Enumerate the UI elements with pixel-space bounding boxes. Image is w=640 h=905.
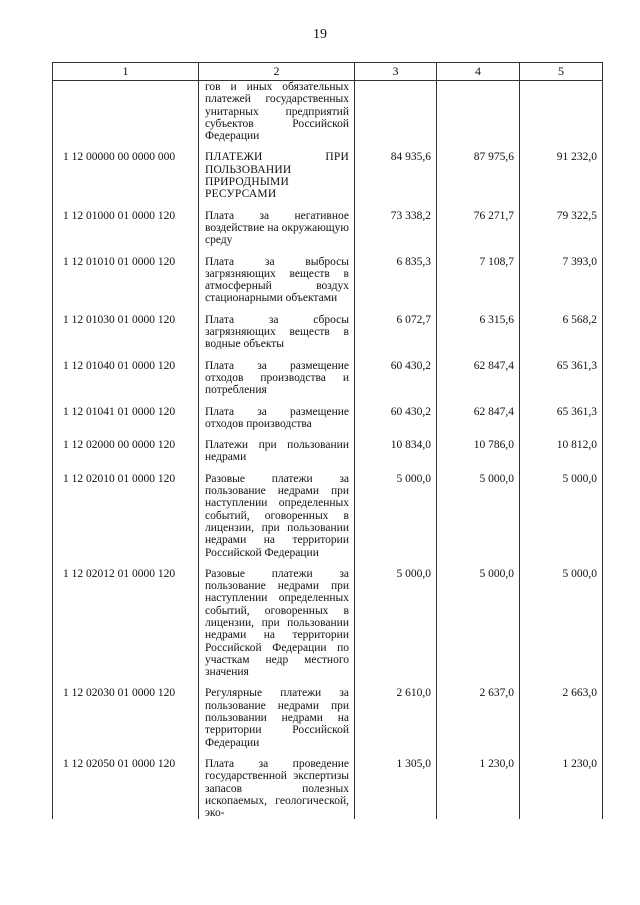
row-value-2021: 5 000,0 xyxy=(437,473,520,568)
row-value-2021: 87 975,6 xyxy=(437,151,520,209)
row-name: Плата за сбросы загрязняющих веществ в водные объекты xyxy=(199,314,355,360)
table-row xyxy=(53,406,603,440)
row-value-2022: 91 232,0 xyxy=(520,151,603,209)
row-name: ПЛАТЕЖИ ПРИ ПОЛЬЗОВАНИИ ПРИРОДНЫМИ РЕСУРСАМИ xyxy=(199,151,355,209)
row-value-2022: 6 568,2 xyxy=(520,314,603,360)
row-name: Плата за выбросы загрязняющих веществ в атмосферный воздух стационарными объектами xyxy=(199,256,355,314)
table-row xyxy=(53,439,603,473)
continuation-row xyxy=(53,81,603,152)
row-value-2021: 7 108,7 xyxy=(437,256,520,314)
row-code: 1 12 01041 01 0000 120 xyxy=(53,406,199,440)
row-name: Платежи при пользовании недрами xyxy=(199,439,355,473)
row-code: 1 12 00000 00 0000 000 xyxy=(53,151,199,209)
row-value-2022: 79 322,5 xyxy=(520,210,603,256)
row-code: 1 12 02030 01 0000 120 xyxy=(53,687,199,757)
row-code: 1 12 02050 01 0000 120 xyxy=(53,758,199,819)
table-row xyxy=(53,687,603,757)
header-col-4: 4 xyxy=(437,63,520,81)
table-row xyxy=(53,360,603,406)
table-row xyxy=(53,151,603,209)
continuation-text: гов и иных обязательных платежей государственных унитарных предприятий субъектов Российской Федерации xyxy=(199,81,355,152)
row-value-2021: 76 271,7 xyxy=(437,210,520,256)
row-value-2022: 5 000,0 xyxy=(520,568,603,688)
row-code: 1 12 01040 01 0000 120 xyxy=(53,360,199,406)
row-value-2022: 10 812,0 xyxy=(520,439,603,473)
row-name: Разовые платежи за пользование недрами при наступлении определенных событий, оговоренных в лицензии, при пользовании недрами на территории Российской Федерации xyxy=(199,473,355,568)
row-value-2021: 5 000,0 xyxy=(437,568,520,688)
row-value-2022: 65 361,3 xyxy=(520,406,603,440)
row-value-2021: 6 315,6 xyxy=(437,314,520,360)
row-value-2020: 60 430,2 xyxy=(355,360,437,406)
row-value-2021: 62 847,4 xyxy=(437,406,520,440)
row-value-2020: 73 338,2 xyxy=(355,210,437,256)
row-code: 1 12 01030 01 0000 120 xyxy=(53,314,199,360)
row-value-2020: 10 834,0 xyxy=(355,439,437,473)
row-code: 1 12 02012 01 0000 120 xyxy=(53,568,199,688)
table-row xyxy=(53,314,603,360)
row-name: Плата за проведение государственной экспертизы запасов полезных ископаемых, геологической, эко- xyxy=(199,758,355,819)
row-value-2022: 7 393,0 xyxy=(520,256,603,314)
header-col-2: 2 xyxy=(199,63,355,81)
row-value-2021: 10 786,0 xyxy=(437,439,520,473)
row-name: Регулярные платежи за пользование недрами при пользовании недрами на территории Российской Федерации xyxy=(199,687,355,757)
row-code: 1 12 01000 01 0000 120 xyxy=(53,210,199,256)
row-value-2020: 5 000,0 xyxy=(355,568,437,688)
row-value-2022: 1 230,0 xyxy=(520,758,603,819)
header-row xyxy=(53,63,603,81)
row-name: Разовые платежи за пользование недрами при наступлении определенных событий, оговоренных в лицензии, при пользовании недрами на территории Российской Федерации по участкам недр местного значения xyxy=(199,568,355,688)
row-value-2020: 84 935,6 xyxy=(355,151,437,209)
row-code: 1 12 02010 01 0000 120 xyxy=(53,473,199,568)
table-row xyxy=(53,568,603,688)
table-row xyxy=(53,473,603,568)
header-col-5: 5 xyxy=(520,63,603,81)
header-col-3: 3 xyxy=(355,63,437,81)
budget-table xyxy=(52,62,603,819)
row-name: Плата за размещение отходов производства xyxy=(199,406,355,440)
table-row xyxy=(53,256,603,314)
row-value-2020: 6 072,7 xyxy=(355,314,437,360)
row-code: 1 12 02000 00 0000 120 xyxy=(53,439,199,473)
table-row xyxy=(53,758,603,819)
header-col-1: 1 xyxy=(53,63,199,81)
row-value-2021: 1 230,0 xyxy=(437,758,520,819)
row-value-2020: 60 430,2 xyxy=(355,406,437,440)
row-name: Плата за размещение отходов производства и потребления xyxy=(199,360,355,406)
row-value-2022: 2 663,0 xyxy=(520,687,603,757)
row-value-2020: 6 835,3 xyxy=(355,256,437,314)
row-value-2022: 65 361,3 xyxy=(520,360,603,406)
row-value-2021: 2 637,0 xyxy=(437,687,520,757)
row-value-2022: 5 000,0 xyxy=(520,473,603,568)
row-value-2020: 5 000,0 xyxy=(355,473,437,568)
page-number: 19 xyxy=(313,27,327,42)
row-value-2021: 62 847,4 xyxy=(437,360,520,406)
row-value-2020: 2 610,0 xyxy=(355,687,437,757)
row-code: 1 12 01010 01 0000 120 xyxy=(53,256,199,314)
table-row xyxy=(53,210,603,256)
row-value-2020: 1 305,0 xyxy=(355,758,437,819)
row-name: Плата за негативное воздействие на окружающую среду xyxy=(199,210,355,256)
